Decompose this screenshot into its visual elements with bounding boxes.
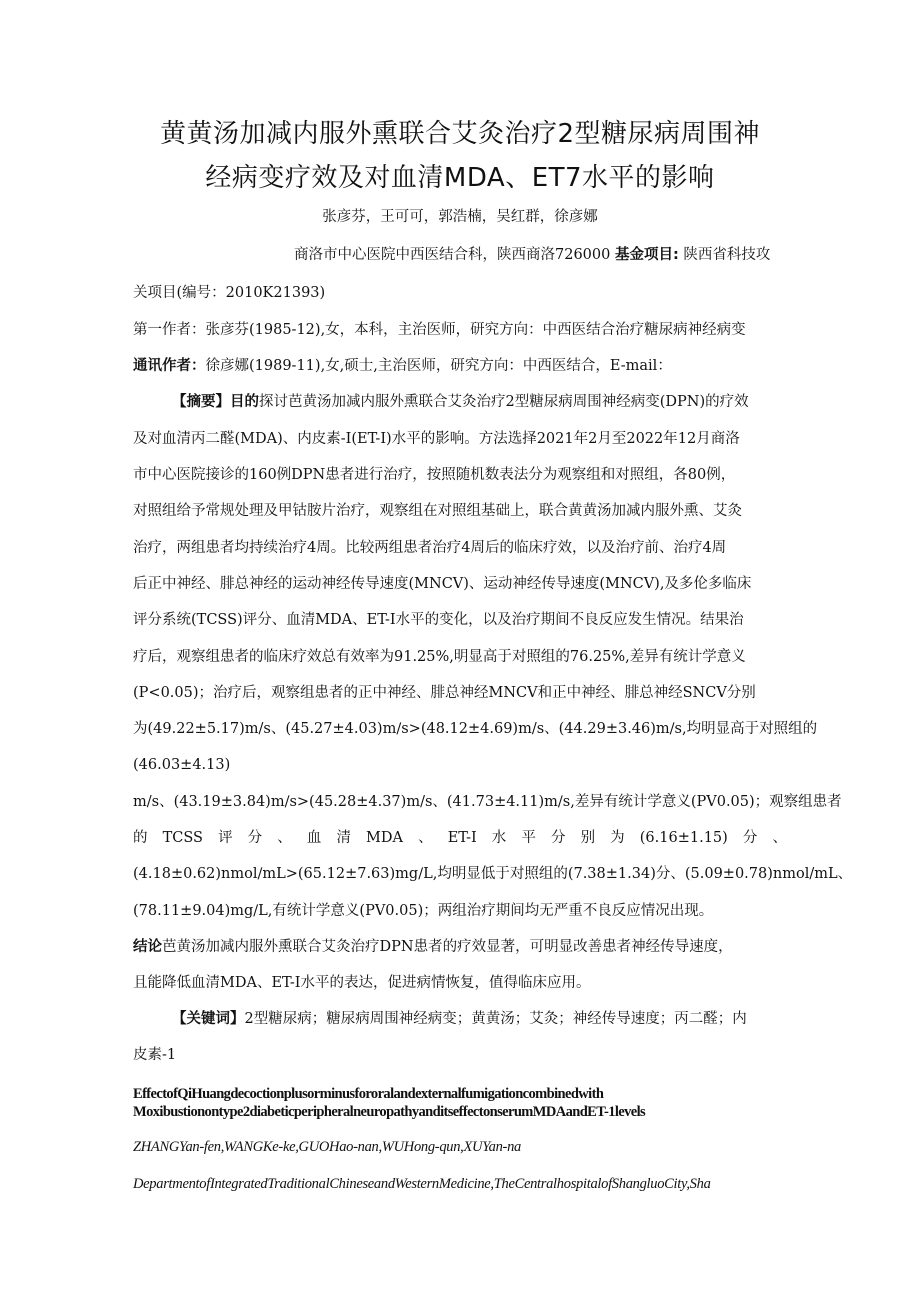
abstract-line-13-token: 为 — [610, 830, 625, 846]
first-author-label: 第一作者： — [133, 322, 206, 338]
abstract-line-13-token: 平 — [521, 830, 536, 846]
abstract-line-13-token: 分 — [742, 830, 758, 846]
affiliation-line-2: 关项目(编号：2010K21393) — [133, 285, 326, 301]
abstract-line-4: 对照组给予常规处理及甲钴胺片治疗，观察组在对照组基础上，联合黄黄汤加减内服外熏、艾灸 — [133, 503, 742, 519]
abstract-line-12: m/s、(43.19±3.84)m∕s>(45.28±4.37)m/s、(41.73±4.11)m∕s,差异有统计学意义(PV0.05)；观察组患者 — [133, 794, 842, 810]
abstract-line-5: 治疗，两组患者均持续治疗4周。比较两组患者治疗4周后的临床疗效，以及治疗前、治疗4周 — [133, 540, 727, 556]
abstract-line-13-token: ET-I — [447, 830, 477, 846]
abstract-line-13-token: 、 — [277, 830, 292, 846]
affiliation-line-1 — [294, 245, 787, 265]
abstract-line-13-token: 清 — [336, 830, 351, 846]
corresponding-author-text: 徐彦娜(1989-11),女,硕士,主治医师，研究方向：中西医结合，E-mail： — [205, 358, 672, 374]
fund-label: 基金项目: — [614, 247, 679, 263]
abstract-label: 【摘要】目的 — [172, 394, 259, 410]
abstract-line-13-token: 分 — [247, 830, 263, 846]
authors: 张彦芬，王可可，郭浩楠，吴红群，徐彦娜 — [322, 209, 598, 225]
abstract-line-7: 评分系统(TCSS)评分、血清MDA、ET-I水平的变化，以及治疗期间不良反应发生情况。结果治 — [133, 612, 744, 628]
keywords-text-1: 2型糖尿病；糖尿病周围神经病变；黄黄汤；艾灸；神经传导速度；丙二醛；内 — [244, 1011, 747, 1027]
abstract-line-13-token: 分 — [550, 830, 566, 846]
abstract-line-11: (46.03±4.13) — [133, 757, 231, 773]
abstract-line-13 — [133, 828, 787, 848]
conclusion-text-1: 芭黄汤加减内服外熏联合艾灸治疗DPN患者的疗效显著，可明显改善患者神经传导速度， — [162, 939, 733, 955]
affiliation-text: 商洛市中心医院中西医结合科，陕西商洛726000 — [294, 247, 615, 263]
keywords-label: 【关键词】 — [172, 1011, 245, 1027]
abstract-line-13-token: 别 — [580, 830, 596, 846]
keywords-line-1 — [172, 1009, 787, 1029]
english-title-line-2: Moxibustionontype2diabeticperipheralneuropathyanditseffectonserumMDAandET-1levels — [133, 1104, 646, 1120]
abstract-line-6: 后正中神经、腓总神经的运动神经传导速度(MNCV)、运动神经传导速度(MNCV),及多伦多临床 — [133, 576, 752, 592]
english-authors: ZHANGYan-fen,WANGKe-ke,GUOHao-nan,WUHong-qun,XUYan-na — [133, 1139, 521, 1155]
abstract-line-13-token: 评 — [218, 830, 233, 846]
abstract-line-13-token: 的 — [133, 830, 148, 846]
conclusion-line-2: 且能降低血清MDA、ET-I水平的表达，促进病情恢复，值得临床应用。 — [133, 975, 591, 991]
abstract-line-9: (P<0.05)；治疗后，观察组患者的正中神经、腓总神经MNCV和正中神经、腓总神经SNCV分别 — [133, 685, 756, 701]
abstract-line-13-token: 血 — [306, 830, 322, 846]
abstract-line-13-token: (6.16±1.15) — [639, 830, 728, 846]
first-author — [133, 320, 787, 340]
abstract-text-1: 探讨芭黄汤加减内服外熏联合艾灸治疗2型糖尿病周围神经病变(DPN)的疗效 — [259, 394, 749, 410]
english-title-line-1: EffectofQiHuangdecoctionplusorminusfororalandexternalfumigationcombinedwith — [133, 1086, 604, 1102]
keywords-line-2: 皮素-1 — [133, 1047, 177, 1063]
abstract-line-13-token: MDA — [366, 830, 403, 846]
corresponding-author — [133, 356, 787, 376]
abstract-line-14: (4.18±0.62)nmol∕mL>(65.12±7.63)mg∕L,均明显低于对照组的(7.38±1.34)分、(5.09±0.78)nmol/mL、 — [133, 866, 853, 882]
fund-text: 陕西省科技攻 — [678, 247, 771, 263]
conclusion-label: 结论 — [133, 939, 162, 955]
title-line-1: 黄黄汤加减内服外熏联合艾灸治疗2型糖尿病周围神 — [159, 119, 761, 149]
abstract-line-3: 市中心医院接诊的160例DPN患者进行治疗，按照随机数表法分为观察组和对照组，各80例， — [133, 467, 736, 483]
first-author-text: 张彦芬(1985-12),女，本科，主治医师，研究方向：中西医结合治疗糖尿病神经病变 — [205, 322, 746, 338]
abstract-line-15: (78.11±9.04)mg∕L,有统计学意义(PV0.05)；两组治疗期间均无严重不良反应情况出现。 — [133, 903, 714, 919]
title-line-2: 经病变疗效及对血清MDA、ET7水平的影响 — [205, 163, 715, 193]
english-affiliation: DepartmentofIntegratedTraditionalChineseandWesternMedicine,TheCentralhospitalofShangluoCity,Sha — [133, 1176, 711, 1192]
abstract-line-13-token: 水 — [491, 830, 507, 846]
abstract-line-8: 疗后，观察组患者的临床疗效总有效率为91.25%,明显高于对照组的76.25%,差异有统计学意义 — [133, 649, 746, 665]
abstract-line-1 — [172, 392, 787, 412]
abstract-line-13-token: 、 — [772, 830, 787, 846]
corresponding-author-label: 通讯作者： — [133, 358, 206, 374]
abstract-line-13-token: 、 — [418, 830, 433, 846]
conclusion-line-1 — [133, 937, 787, 957]
abstract-line-13-token: TCSS — [162, 830, 203, 846]
abstract-line-10: 为(49.22±5.17)m/s、(45.27±4.03)m∕s>(48.12±4.69)m/s、(44.29±3.46)m∕s,均明显高于对照组的 — [133, 721, 818, 737]
abstract-line-2: 及对血清丙二醛(MDA)、内皮素-I(ET-I)水平的影响。方法选择2021年2月至2022年12月商洛 — [133, 431, 740, 447]
